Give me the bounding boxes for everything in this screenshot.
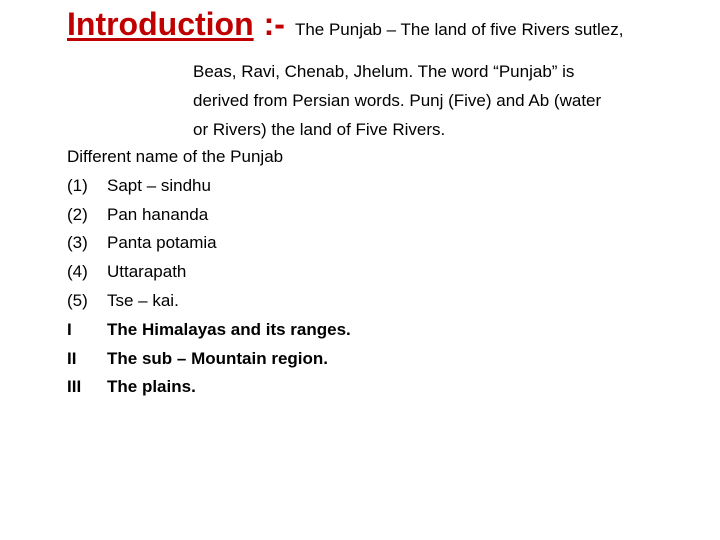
- intro-line: Beas, Ravi, Chenab, Jhelum. The word “Punjab” is: [193, 62, 575, 81]
- intro-line: derived from Persian words. Punj (Five) and Ab (water: [193, 90, 602, 110]
- region-item: [67, 345, 351, 374]
- region-item-marker: III: [67, 377, 82, 397]
- region-item-marker: I: [67, 319, 72, 339]
- list-item-text: Tse – kai.: [107, 290, 179, 310]
- list-item-marker: (4): [67, 262, 88, 282]
- list-item-marker: (1): [67, 175, 88, 195]
- list-item: [67, 201, 351, 230]
- region-item-text: The Himalayas and its ranges.: [107, 319, 351, 339]
- heading-lead-text: The Punjab – The land of five Rivers sutlez,: [294, 20, 624, 39]
- list-item-text: Uttarapath: [107, 262, 187, 282]
- region-item: [67, 373, 351, 402]
- list-item: [67, 172, 351, 201]
- list-item: [67, 258, 351, 287]
- region-item-text: The plains.: [107, 377, 196, 397]
- list-item-text: Pan hananda: [107, 204, 209, 224]
- heading-row: [67, 6, 623, 43]
- list-item-text: Sapt – sindhu: [107, 175, 211, 195]
- region-item-text: The sub – Mountain region.: [107, 348, 328, 368]
- list-item-marker: (2): [67, 204, 88, 224]
- list-item-marker: (5): [67, 290, 88, 310]
- names-list-title: Different name of the Punjab: [67, 147, 284, 166]
- list-item: [67, 287, 351, 316]
- names-list: [67, 143, 351, 402]
- region-item-marker: II: [67, 348, 77, 368]
- intro-paragraph: [193, 58, 601, 144]
- region-item: [67, 316, 351, 345]
- page-title: Introduction: [67, 6, 254, 42]
- intro-line: or Rivers) the land of Five Rivers.: [193, 119, 446, 139]
- list-item-marker: (3): [67, 233, 88, 253]
- heading-separator: :-: [263, 6, 285, 42]
- list-item: [67, 229, 351, 258]
- list-item-text: Panta potamia: [107, 233, 217, 253]
